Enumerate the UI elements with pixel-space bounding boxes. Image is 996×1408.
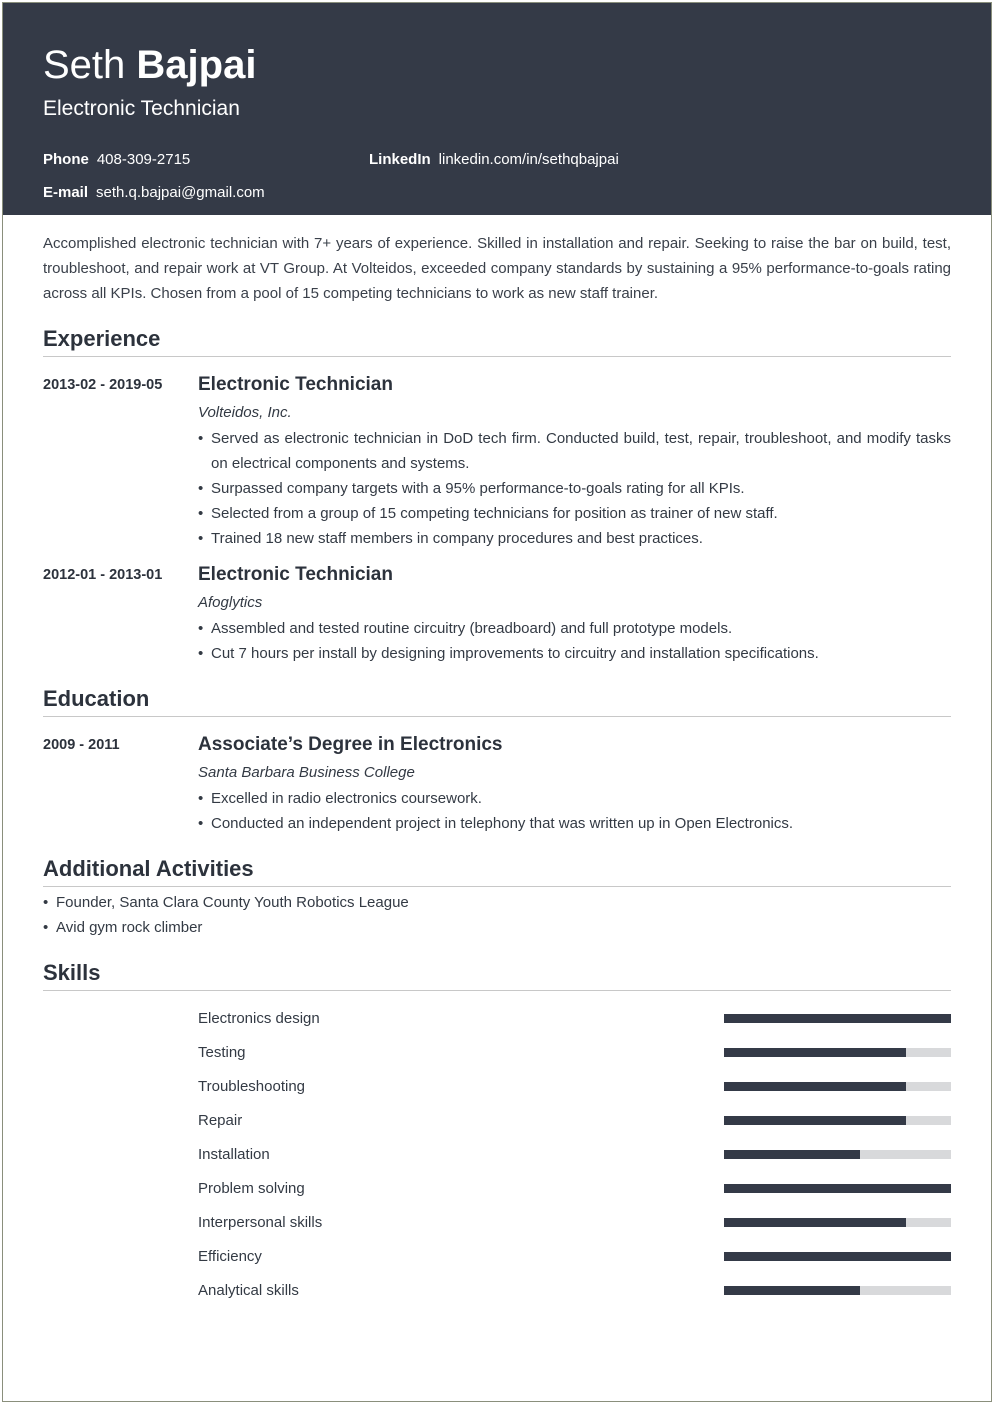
education-dates: 2009 - 2011 — [43, 737, 120, 753]
skill-name: Testing — [198, 1043, 246, 1061]
bullet-item: • Cut 7 hours per install by designing improvements to circuitry and installation specifications. — [198, 641, 951, 666]
experience-section — [43, 326, 951, 666]
resume-content — [3, 231, 991, 1307]
activity-item: • Avid gym rock climber — [43, 915, 951, 940]
activities-section — [43, 856, 951, 940]
job-entry — [43, 373, 951, 551]
skill-level-bar — [724, 1082, 951, 1091]
education-entry — [43, 733, 951, 836]
skill-level-fill — [724, 1286, 860, 1295]
bullet-item: • Trained 18 new staff members in company procedures and best practices. — [198, 526, 951, 551]
activity-item: • Founder, Santa Clara County Youth Robotics League — [43, 890, 951, 915]
linkedin-item[interactable] — [369, 151, 695, 168]
section-title: Skills — [43, 960, 951, 991]
job-dates: 2013-02 - 2019-05 — [43, 377, 163, 393]
skill-row — [198, 1205, 951, 1239]
skill-level-fill — [724, 1082, 906, 1091]
first-name: Seth — [43, 43, 126, 87]
contact-row — [43, 176, 951, 209]
phone-value: 408-309-2715 — [96, 151, 191, 168]
degree-title: Associate’s Degree in Electronics — [198, 734, 503, 755]
linkedin-link[interactable]: linkedin.com/in/sethqbajpai — [438, 151, 619, 168]
email-label: E-mail — [43, 184, 89, 201]
skill-row — [198, 1069, 951, 1103]
skill-level-fill — [724, 1014, 951, 1023]
school-name: Santa Barbara Business College — [198, 764, 415, 781]
skills-list — [43, 1001, 951, 1307]
linkedin-label: LinkedIn — [369, 151, 431, 168]
resume-page — [2, 2, 992, 1402]
education-section — [43, 686, 951, 836]
job-entry — [43, 563, 951, 666]
skill-row — [198, 1171, 951, 1205]
job-bullets — [198, 616, 951, 666]
company-name: Afoglytics — [198, 594, 263, 611]
skill-name: Troubleshooting — [198, 1077, 306, 1095]
skill-row — [198, 1001, 951, 1035]
skill-name: Interpersonal skills — [198, 1213, 323, 1231]
summary-paragraph: Accomplished electronic technician with 7+ years of experience. Skilled in installation and repair. Seeking to raise the bar on build, test, troubleshoot, and repair work at VT Group. At Volteidos, exceeded company standards by sustaining a 95% performance-to-goals rating across all KPIs. Chosen from a pool of 15 competing technicians to work as new staff trainer. — [43, 235, 951, 302]
email-link[interactable]: seth.q.bajpai@gmail.com — [96, 184, 265, 201]
skill-row — [198, 1137, 951, 1171]
skill-name: Analytical skills — [198, 1281, 299, 1299]
email-item[interactable] — [43, 184, 369, 201]
skill-name: Installation — [198, 1145, 270, 1163]
skill-level-bar — [724, 1252, 951, 1261]
skill-level-fill — [724, 1116, 906, 1125]
phone-label: Phone — [43, 151, 89, 168]
bullet-item: • Served as electronic technician in DoD tech firm. Conducted build, test, repair, troubleshoot, and modify tasks on electrical components and systems. — [198, 426, 951, 476]
bullet-item: • Excelled in radio electronics coursework. — [198, 786, 951, 811]
section-title: Education — [43, 686, 951, 717]
candidate-name — [43, 41, 951, 89]
job-title: Electronic Technician — [43, 97, 240, 120]
company-name: Volteidos, Inc. — [198, 404, 292, 421]
resume-header — [3, 3, 991, 215]
skill-level-bar — [724, 1116, 951, 1125]
skill-level-bar — [724, 1048, 951, 1057]
skill-name: Repair — [198, 1111, 243, 1129]
activities-list — [43, 890, 951, 940]
skill-row — [198, 1103, 951, 1137]
skill-level-fill — [724, 1252, 951, 1261]
skill-level-fill — [724, 1150, 860, 1159]
contact-info — [43, 143, 951, 209]
last-name: Bajpai — [136, 43, 257, 87]
bullet-item: • Assembled and tested routine circuitry (breadboard) and full prototype models. — [198, 616, 951, 641]
skill-level-bar — [724, 1150, 951, 1159]
education-bullets — [198, 786, 951, 836]
skill-row — [198, 1035, 951, 1069]
bullet-item: • Surpassed company targets with a 95% performance-to-goals rating for all KPIs. — [198, 476, 951, 501]
skill-level-fill — [724, 1048, 906, 1057]
skill-name: Efficiency — [198, 1247, 262, 1265]
skills-section — [43, 960, 951, 1307]
skill-row — [198, 1273, 951, 1307]
contact-row — [43, 143, 951, 176]
skill-level-bar — [724, 1014, 951, 1023]
skill-level-bar — [724, 1286, 951, 1295]
job-dates: 2012-01 - 2013-01 — [43, 567, 163, 583]
skill-level-fill — [724, 1218, 906, 1227]
bullet-item: • Selected from a group of 15 competing technicians for position as trainer of new staff. — [198, 501, 951, 526]
section-title: Additional Activities — [43, 856, 951, 887]
skill-row — [198, 1239, 951, 1273]
skill-name: Problem solving — [198, 1179, 305, 1197]
skill-level-bar — [724, 1184, 951, 1193]
section-title: Experience — [43, 326, 951, 357]
skill-level-fill — [724, 1184, 951, 1193]
skill-name: Electronics design — [198, 1009, 320, 1027]
job-title: Electronic Technician — [198, 564, 393, 585]
job-title: Electronic Technician — [198, 374, 393, 395]
phone-item — [43, 151, 369, 168]
bullet-item: • Conducted an independent project in telephony that was written up in Open Electronics. — [198, 811, 951, 836]
job-bullets — [198, 426, 951, 551]
skill-level-bar — [724, 1218, 951, 1227]
